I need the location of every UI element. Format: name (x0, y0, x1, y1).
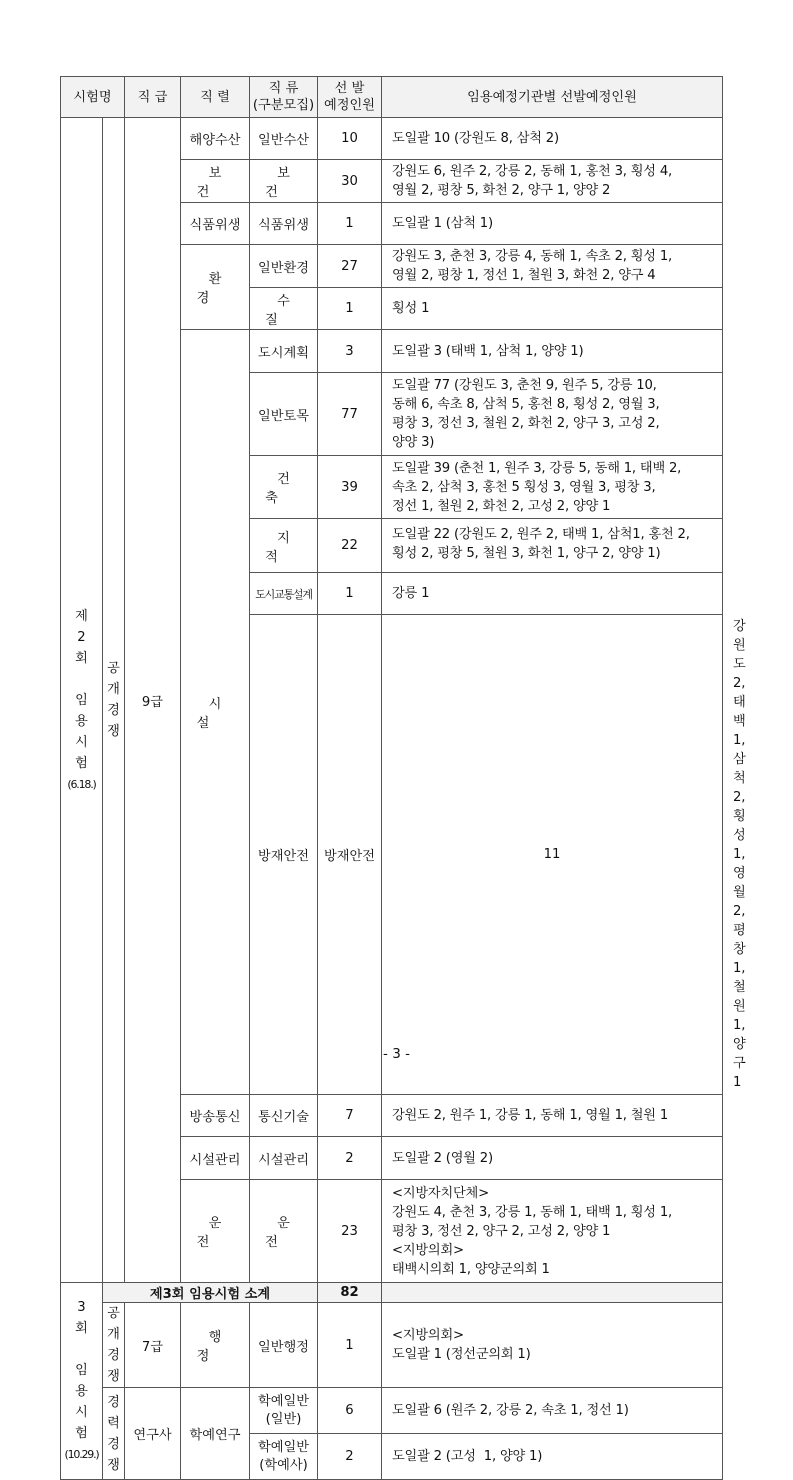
agency-cell: 도일괄 2 (영월 2) (382, 1137, 723, 1180)
count-cell: 10 (318, 118, 382, 160)
count-cell: 23 (318, 1180, 382, 1283)
recruitment-table (60, 76, 746, 1480)
series-cell: 학예연구 (181, 1388, 250, 1480)
category-cell: 일반수산 (250, 118, 318, 160)
page-number: - 3 - (383, 1046, 410, 1062)
agency-cell: 도일괄 6 (원주 2, 강릉 2, 속초 1, 정선 1) (382, 1388, 723, 1434)
header-count: 선 발 예정인원 (318, 77, 382, 118)
series-cell: 방재안전 (250, 615, 318, 1095)
series-cell: 해양수산 (181, 118, 250, 160)
count-cell: 1 (318, 573, 382, 615)
count-cell: 1 (318, 203, 382, 245)
category-cell: 건 축 (250, 456, 318, 519)
subtotal-label: 제3회 임용시험 소계 (103, 1283, 318, 1303)
count-cell: 27 (318, 245, 382, 288)
category-cell: 학예일반 (일반) (250, 1388, 318, 1434)
subtotal-row (61, 1283, 723, 1303)
subtotal-empty (382, 1283, 723, 1303)
exam2-label: 제 2 회 임 용 시 험 (6.18.) (61, 118, 103, 1283)
subtotal-count: 82 (318, 1283, 382, 1303)
agency-cell: 강원도 6, 원주 2, 강릉 2, 동해 1, 홍천 3, 횡성 4, 영월 2, 평창 5, 화천 2, 양구 1, 양양 2 (382, 160, 723, 203)
agency-cell: 도일괄 10 (강원도 8, 삼척 2) (382, 118, 723, 160)
category-cell: 지 적 (250, 519, 318, 573)
category-cell: 방재안전 (318, 615, 382, 1095)
agency-cell: 도일괄 3 (태백 1, 삼척 1, 양양 1) (382, 330, 723, 373)
count-cell: 2 (318, 1137, 382, 1180)
count-cell: 39 (318, 456, 382, 519)
category-cell: 일반토목 (250, 373, 318, 456)
category-cell: 운 전 (250, 1180, 318, 1283)
category-cell: 도시계획 (250, 330, 318, 373)
count-cell: 3 (318, 330, 382, 373)
category-cell: 시설관리 (250, 1137, 318, 1180)
series-cell: 시설관리 (181, 1137, 250, 1180)
header-grade: 직 급 (125, 77, 181, 118)
table-row (61, 1303, 723, 1388)
count-cell: 22 (318, 519, 382, 573)
count-cell: 1 (318, 1303, 382, 1388)
count-cell: 1 (318, 288, 382, 330)
category-cell: 보 건 (250, 160, 318, 203)
category-cell: 일반환경 (250, 245, 318, 288)
exam3-open-grade: 7급 (125, 1303, 181, 1388)
header-category: 직 류 (구분모집) (250, 77, 318, 118)
series-cell: 환 경 (181, 245, 250, 330)
agency-cell: <지방자치단체> 강원도 4, 춘천 3, 강릉 1, 동해 1, 태백 1, 횡성 1, 평창 3, 정선 2, 양구 2, 고성 2, 양양 1 <지방의회> 태백시의회 1, 양양군의회 1 (382, 1180, 723, 1283)
header-series: 직 렬 (181, 77, 250, 118)
header-agency: 임용예정기관별 선발예정인원 (382, 77, 723, 118)
table-row (61, 118, 723, 160)
agency-cell: <지방의회> 도일괄 1 (정선군의회 1) (382, 1303, 723, 1388)
agency-cell: 강원도 3, 춘천 3, 강릉 4, 동해 1, 속초 2, 횡성 1, 영월 2, 평창 1, 정선 1, 철원 3, 화천 2, 양구 4 (382, 245, 723, 288)
series-cell: 행 정 (181, 1303, 250, 1388)
count-cell: 11 (382, 615, 723, 1095)
category-cell: 학예일반 (학예사) (250, 1434, 318, 1480)
category-cell: 식품위생 (250, 203, 318, 245)
category-cell: 도시교통설계 (250, 573, 318, 615)
table-row (61, 1388, 723, 1434)
count-cell: 30 (318, 160, 382, 203)
agency-cell: 도일괄 39 (춘천 1, 원주 3, 강릉 5, 동해 1, 태백 2, 속초 2, 삼척 3, 홍천 5 횡성 3, 영월 3, 평창 3, 정선 1, 철원 2, 화천 2, 고성 2, 양양 1 (382, 456, 723, 519)
category-cell: 수 질 (250, 288, 318, 330)
series-cell: 방송통신 (181, 1095, 250, 1137)
series-cell: 식품위생 (181, 203, 250, 245)
agency-cell: 도일괄 2 (고성 1, 양양 1) (382, 1434, 723, 1480)
series-cell: 운 전 (181, 1180, 250, 1283)
category-cell: 통신기술 (250, 1095, 318, 1137)
agency-cell: 도일괄 1 (삼척 1) (382, 203, 723, 245)
series-cell: 시 설 (181, 330, 250, 1095)
category-cell: 일반행정 (250, 1303, 318, 1388)
exam3-label: 3 회 임 용 시 험 (10.29.) (61, 1283, 103, 1480)
exam2-grade: 9급 (125, 118, 181, 1283)
exam2-type: 공 개 경 쟁 (103, 118, 125, 1283)
exam3-career-grade: 연구사 (125, 1388, 181, 1480)
agency-cell: 도일괄 77 (강원도 3, 춘천 9, 원주 5, 강릉 10, 동해 6, 속초 8, 삼척 5, 홍천 8, 횡성 2, 영월 3, 평창 3, 정선 3, 철원 2, 화천 2, 양구 3, 고성 2, 양양 3) (382, 373, 723, 456)
count-cell: 6 (318, 1388, 382, 1434)
agency-cell: 도일괄 22 (강원도 2, 원주 2, 태백 1, 삼척1, 홍천 2, 횡성 2, 평창 5, 철원 3, 화천 1, 양구 2, 양양 1) (382, 519, 723, 573)
agency-cell: 횡성 1 (382, 288, 723, 330)
agency-cell: 강원도 2, 원주 1, 강릉 1, 동해 1, 영월 1, 철원 1 (382, 1095, 723, 1137)
exam3-open-type: 공 개 경 쟁 (103, 1303, 125, 1388)
table-row: 방재안전 방재안전 11 강원도 2, 태백 1, 삼척 2, 횡성 1, 영월 2, 평창 1, 철원 1, 양구 1 (61, 615, 723, 1095)
count-cell: 77 (318, 373, 382, 456)
header-exam: 시험명 (61, 77, 125, 118)
series-cell: 보 건 (181, 160, 250, 203)
count-cell: 7 (318, 1095, 382, 1137)
count-cell: 2 (318, 1434, 382, 1480)
exam3-career-type: 경 력 경 쟁 (103, 1388, 125, 1480)
agency-cell: 강릉 1 (382, 573, 723, 615)
